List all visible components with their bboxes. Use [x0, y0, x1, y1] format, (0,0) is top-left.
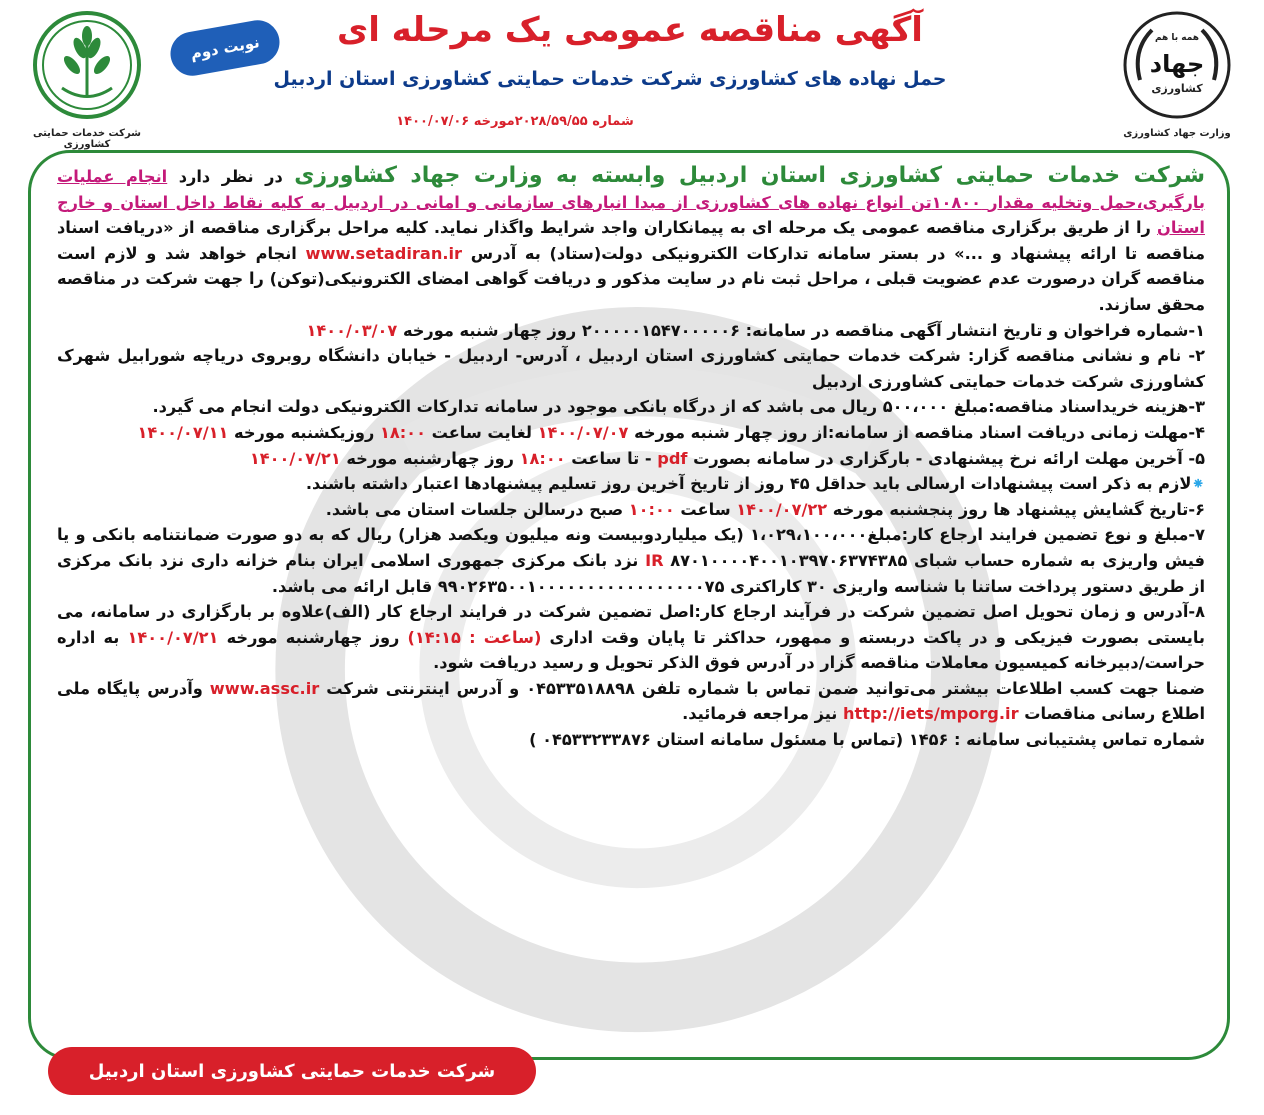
item-6: [57, 497, 1205, 523]
item-7-iban-prefix: IR: [645, 550, 664, 570]
intro-intends: در نظر دارد: [167, 167, 295, 186]
item-7: [57, 522, 1205, 599]
ad-header: [0, 0, 1264, 148]
ministry-logo-bottom-text: کشاورزی: [1151, 82, 1203, 95]
item-5-date: ۱۴۰۰/۰۷/۲۱: [249, 448, 341, 468]
item-7-text-b: نزد بانک مرکزی جمهوری اسلامی ایران بنام خزانه داری نزد بانک مرکزی از طریق دستور پرداخت ساتنا با شناسه واریزی ۳۰ کاراکتری ۹۹۰۲۶۳۵۰۰۱۰۰۰۰۰۰۰۰۰۰۰۰۰۰۰۰۰۷۵ قابل ارائه می باشد.: [57, 550, 1205, 596]
intro-paragraph: [57, 163, 1205, 318]
company-logo-block: [12, 10, 162, 150]
setad-link[interactable]: www.setadiran.ir: [305, 243, 463, 263]
item-4-time: ۱۸:۰۰: [379, 422, 426, 442]
item-5-text-a: ۵- آخرین مهلت ارائه نرخ پیشنهادی - بارگزاری در سامانه بصورت: [687, 448, 1205, 468]
operation-scope: انجام عملیات بارگیری،حمل وتخلیه مقدار ۱۰۸۰۰تن انواع نهاده های کشاورزی از مبدا انبارهای سازمانی و امانی در اردبیل به کلیه نقاط داخل استان و خارج استان: [57, 167, 1206, 238]
ministry-logo-main-text: جهاد: [1149, 50, 1205, 78]
contact-paragraph: [57, 676, 1205, 727]
item-5-time: ۱۸:۰۰: [519, 448, 566, 468]
item-1-date: ۱۴۰۰/۰۳/۰۷: [306, 320, 398, 340]
item-8-text-a: ۸-آدرس و زمان تحویل اصل تضمین شرکت در فرآیند ارجاع کار:اصل تضمین شرکت در فرایند ارجاع کار (الف)علاوه بر بارگزاری در سامانه، می بایستی بصورت فیزیکی و در پاکت دربسته و ممهور، حداکثر تا پایان وقت اداری: [57, 602, 1205, 647]
item-2: ۲- نام و نشانی مناقصه گزار: شرکت خدمات حمایتی کشاورزی استان اردبیل ، آدرس- اردبیل - خیابان دانشگاه روبروی دریاچه شورابیل شهرک کشاورزی شرکت خدمات حمایتی کشاورزی اردبیل: [57, 346, 1205, 391]
item-6-text-a: ۶-تاریخ گشایش پیشنهاد ها روز پنجشنبه مورخه: [827, 499, 1205, 519]
ministry-logo-block: [1102, 10, 1252, 139]
footer-company-banner: شرکت خدمات حمایتی کشاورزی استان اردبیل: [48, 1047, 536, 1095]
item-6-date: ۱۴۰۰/۰۷/۲۲: [736, 499, 828, 519]
item-1-text: ۱-شماره فراخوان و تاریخ انتشار آگهی مناقصه در سامانه: ۲۰۰۰۰۰۱۵۴۷۰۰۰۰۰۶ روز چهار شنبه مورخه: [397, 320, 1205, 340]
item-6-time: ۱۰:۰۰: [628, 499, 675, 519]
item-5-text-b: - تا ساعت: [565, 448, 658, 468]
item-8-text-c: به اداره حراست/دبیرخانه کمیسیون معاملات مناقصه گزار در آدرس فوق الذکر تحویل و رسید دریافت شود.: [57, 627, 1205, 673]
ad-body-frame: [28, 150, 1230, 1060]
item-4-end-date: ۱۴۰۰/۰۷/۱۱: [137, 422, 229, 442]
company-logo-caption: شرکت خدمات حمایتی کشاورزی: [32, 128, 142, 150]
assc-link[interactable]: www.assc.ir: [209, 678, 320, 698]
item-6-text-c: صبح درسالن جلسات استان می باشد.: [325, 499, 629, 519]
item-7-text-a: ۷-مبلغ و نوع تضمین فرایند ارجاع کار:مبلغ۱،۰۲۹،۱۰۰،۰۰۰ (یک میلیاردوبیست ونه میلیون ویکصد هزار) ریال که به دو صورت ضمانتنامه بانکی و یا فیش واریزی به شماره حساب شبای ۸۷۰۱۰۰۰۰۴۰۰۱۰۳۹۷۰۶۳۷۴۳۸۵: [57, 525, 1206, 570]
note-bullet-icon: ⁕: [1191, 474, 1205, 494]
item-5-text-c: روز چهارشنبه مورخه: [340, 448, 520, 468]
item-5-pdf: pdf: [657, 448, 688, 468]
item-8-time: (ساعت : ۱۴:۱۵): [407, 627, 542, 647]
page-title: آگهی مناقصه عمومی یک مرحله ای: [337, 10, 923, 50]
item-4-start-date: ۱۴۰۰/۰۷/۰۷: [537, 422, 629, 442]
iets-link[interactable]: http://iets/mporg.ir: [843, 704, 1019, 724]
item-4: [57, 420, 1205, 446]
contact-text-c: نیز مراجعه فرمائید.: [682, 704, 844, 724]
reference-number: شماره ۲۰۲۸/۵۹/۵۵مورخه ۱۴۰۰/۰۷/۰۶: [396, 114, 634, 129]
ad-body-text: [57, 163, 1205, 753]
item-4-text-a: ۴-مهلت زمانی دریافت اسناد مناقصه از سامانه:از روز چهار شنبه مورخه: [628, 422, 1205, 442]
announcing-company: شرکت خدمات حمایتی کشاورزی استان اردبیل وابسته به وزارت جهاد کشاورزی: [294, 163, 1206, 188]
support-line: شماره تماس پشتیبانی سامانه : ۱۴۵۶ (تماس با مسئول سامانه استان ۰۴۵۳۳۲۳۳۸۷۶ ): [529, 730, 1205, 750]
round-badge: نوبت دوم: [167, 17, 283, 79]
validity-note: [57, 471, 1205, 497]
item-4-text-b: لغایت ساعت: [425, 422, 538, 442]
page-subtitle: حمل نهاده های کشاورزی شرکت خدمات حمایتی کشاورزی استان اردبیل: [273, 68, 947, 90]
item-3: ۳-هزینه خریداسناد مناقصه:مبلغ ۵۰۰،۰۰۰ ریال می باشد که از درگاه بانکی موجود در سامانه تدارکات الکترونیکی دولت انجام می گیرد.: [152, 397, 1205, 417]
wheat-emblem-icon: [32, 10, 142, 120]
ministry-logo-top-text: همه با هم: [1154, 33, 1200, 43]
item-8-date: ۱۴۰۰/۰۷/۲۱: [127, 627, 219, 647]
item-5: [57, 446, 1205, 472]
item-6-text-b: ساعت: [674, 499, 737, 519]
intro-text-1: را از طریق برگزاری مناقصه عمومی یک مرحله ای به پیمانکاران واجد شرایط واگذار نماید. کلیه مراحل برگزاری مناقصه از «دریافت اسناد مناقصه تا ارائه پیشنهاد و ...» در بستر سامانه تدارکات الکترونیکی دولت(ستاد) به آدرس: [57, 218, 1205, 263]
item-8: [57, 599, 1205, 676]
ministry-logo-caption: وزارت جهاد کشاورزی: [1123, 128, 1231, 139]
item-1: [57, 318, 1205, 344]
intro-text-2: انجام خواهد شد و لازم است مناقصه گران درصورت عدم عضویت قبلی ، مراحل ثبت نام در سایت مذکور و دریافت گواهی امضای الکترونیکی(توکن) را جهت شرکت در مناقصه محقق سازند.: [57, 243, 1205, 314]
contact-text-a: ضمنا جهت کسب اطلاعات بیشتر می‌توانید ضمن تماس با شماره تلفن ۰۴۵۳۳۵۱۸۸۹۸ و آدرس اینترنتی شرکت: [319, 678, 1205, 698]
contact-text-b: وآدرس پایگاه ملی اطلاع رسانی مناقصات: [57, 678, 1205, 724]
ministry-emblem-icon: [1122, 10, 1232, 120]
validity-note-text: لازم به ذکر است پیشنهادات ارسالی باید حداقل ۴۵ روز از تاریخ آخرین روز تسلیم پیشنهادها اعتبار داشته باشند.: [305, 474, 1192, 494]
item-4-text-c: روزیکشنبه مورخه: [228, 422, 380, 442]
item-8-text-b: روز چهارشنبه مورخه: [218, 627, 408, 647]
